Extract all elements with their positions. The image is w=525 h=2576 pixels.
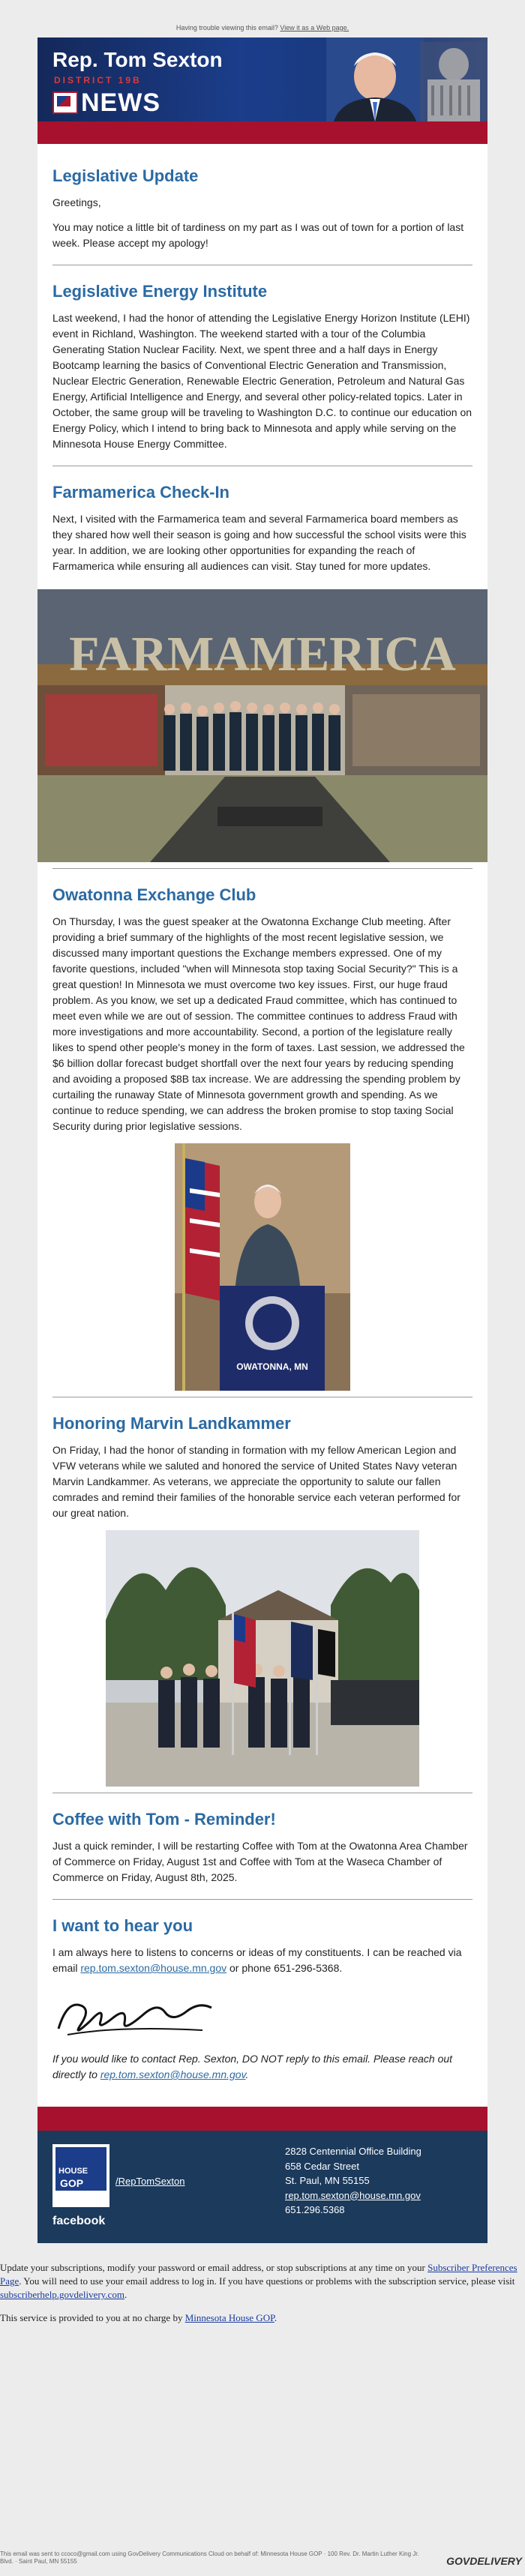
farmamerica-sign: FARMAMERICA [69,627,456,681]
section-title-marvin: Honoring Marvin Landkammer [52,1414,291,1433]
subscription-text [0,2261,525,2302]
section-title-coffee: Coffee with Tom - Reminder! [52,1810,276,1829]
house-gop-logo-icon [52,2144,110,2207]
section-title-energy: Legislative Energy Institute [52,282,268,301]
address-line-3: St. Paul, MN 55155 [285,2175,370,2186]
banner-district: DISTRICT 19B [54,75,142,85]
section-title-legislative-update: Legislative Update [52,166,199,185]
footer-phone: 651.296.5368 [285,2204,345,2215]
footer-address [285,2144,422,2218]
contact-text-before: I am always here to listens to concerns or ideas of my constituents. I can be reached via email [52,1946,462,1974]
service-after: . [274,2311,278,2323]
logo-house-text: HOUSE [58,2167,88,2176]
content-2 [38,868,488,2107]
do-not-reply-text [52,2051,472,2083]
section-title-owatonna: Owatonna Exchange Club [52,885,256,904]
banner-name: Rep. Tom Sexton [52,48,223,71]
do-not-reply-before: If you would like to contact Rep. Sexton, DO NOT reply to this email. Please reach out directly to [52,2053,453,2080]
preheader [0,0,525,37]
subscription-section [0,2243,525,2325]
sent-to-text: This email was sent to ccoco@gmail.com using GovDelivery Communications Cloud on behalf of: Minnesota House GOP · 100 Rev. Dr. Martin Luther King Jr. Blvd. · Saint Paul, MN 55155 [0,2551,419,2566]
owatonna-text: On Thursday, I was the guest speaker at the Owatonna Exchange Club meeting. After providing a brief summary of the highlights of the most recent legislative session, we discussed many important questions the Exchange members expressed. One of my favorite questions, included "when will Minnesota stop taxing Social Security?" This is a great question! In Minnesota we must overcome two key issues. First, our huge fraud problem. As you know, we set up a dedicated Fraud committee, which has continued to meet even while we are out of session. The committee continues to address Fraud with more investigations and more accountability. Second, a portion of the legislature really likes to spend other people's money in the form of taxes. Last session, we addressed the $6 billion dollar forecast budget shortfall over the next four years by reducing spending and avoiding a proposed $8B tax increase. We are addressing the spending problem by curtailing the runaway State of Minnesota government growth and spending. As we continue to reduce spending, we can address the broken promise to stop taxing Social Security during prior legislative sessions. [52,915,465,1132]
contact-text [52,1945,472,1976]
do-not-reply-after: . [245,2068,249,2080]
energy-text: Last weekend, I had the honor of attending the Legislative Energy Horizon Institute (LEHI) event in Richland, Washington. The weekend started with a tour of the Columbia Generating Station Nuclear Facility. Next, we spent three and a half days in Energy Bootcamp learning the basics of Conventional Electric Generation and Transmission, Nuclear Electric Generation, Renewable Electric Generation, Petroleum and Natural Gas Energy, Artificial Intelligence and Energy, and several other policy-related topics. Later in October, the same group will be traveling to Washington D.C. to continue our education on Energy Policy, which I intend to bring back to Minnesota and apply while serving on the Minnesota House Energy Committee. [52,312,472,450]
owatonna-photo [175,1143,350,1391]
footer-red-bar [38,2107,488,2131]
header-banner [38,37,488,121]
subscriber-preferences-link[interactable]: Subscriber Preferences Page [0,2262,518,2287]
owatonna-banner-text: OWATONNA, MN [236,1361,308,1372]
address-line-1: 2828 Centennial Office Building [285,2146,422,2157]
capitol-image [420,42,488,121]
contact-text-after: or phone 651-296-5368. [226,1962,343,1974]
header-red-bar [38,121,488,144]
marvin-text: On Friday, I had the honor of standing in formation with my fellow American Legion and VFW veterans while we saluted and honored the service of United States Navy veteran Marvin Landkammer. As veterans, we appreciate the opportunity to salute our fallen comrades and remind their families of the honorable service each veteran performed for our great nation. [52,1444,460,1519]
email-body [38,37,488,2243]
divider [52,1899,472,1900]
content [38,144,488,598]
signature-image [52,1985,218,2045]
coffee-text: Just a quick reminder, I will be restarting Coffee with Tom at the Owatonna Area Chamber of Commerce on Friday, August 1st and Coffee with Tom at the Waseca Chamber of Commerce on Friday, August 8th, 2025. [52,1840,468,1883]
subscription-after: . [124,2289,128,2301]
service-before: This service is provided to you at no charge by [0,2311,185,2323]
facebook-link[interactable]: /RepTomSexton [116,2176,185,2187]
house-gop-link[interactable]: Minnesota House GOP [184,2311,274,2323]
preheader-text: Having trouble viewing this email? [176,24,278,31]
subscription-mid: . You will need to use your email address to log in. If you have questions or problems with the subscription service, please visit [19,2275,515,2287]
marvin-photo [106,1530,419,1787]
logo-gop-text: GOP [60,2177,84,2189]
footer-blue [38,2131,488,2243]
email-link-2[interactable]: rep.tom.sexton@house.mn.gov [100,2068,246,2080]
section-title-farmamerica: Farmamerica Check-In [52,483,230,502]
facebook-icon[interactable]: facebook [52,2215,106,2227]
email-link[interactable]: rep.tom.sexton@house.mn.gov [80,1962,227,1974]
banner-news: NEWS [81,88,160,117]
subscription-before: Update your subscriptions, modify your password or email address, or stop subscriptions at any time on your [0,2262,428,2273]
govdelivery-logo: GOVDELIVERY [446,2555,522,2567]
divider [52,868,472,869]
service-text [0,2311,525,2325]
view-web-link[interactable]: View it as a Web page. [280,24,350,31]
address-line-2: 658 Cedar Street [285,2160,360,2172]
apology-text: You may notice a little bit of tardiness on my part as I was out of town for a portion of last week. Please accept my apology! [52,221,464,249]
farmamerica-text: Next, I visited with the Farmamerica team and several Farmamerica board members as they shared how well their season is going and how successful the school visits were this year. In addition, we are looking other opportunities for expanding the reach of Farmamerica while ensuring all audiences can visit. Stay tuned for more updates. [52,513,466,572]
section-title-hear: I want to hear you [52,1916,194,1935]
footer-email-link[interactable]: rep.tom.sexton@house.mn.gov [285,2189,421,2201]
mn-logo-icon [52,91,78,114]
subscriber-help-link[interactable]: subscriberhelp.govdelivery.com [0,2289,124,2301]
farmamerica-photo [38,589,488,862]
greeting-text: Greetings, [52,196,101,208]
portrait-image [326,37,424,121]
